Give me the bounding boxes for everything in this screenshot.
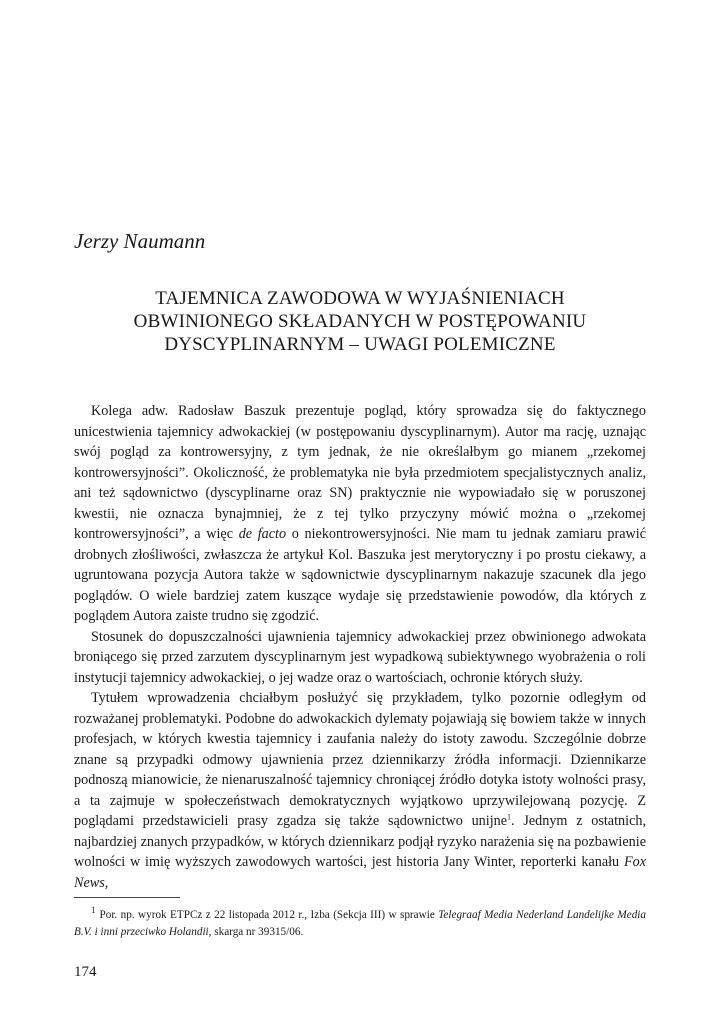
paragraph-3-text-c: , (104, 874, 109, 891)
footnote-mark: 1 (91, 905, 96, 916)
paragraph-1-italic: de facto (238, 526, 287, 542)
footnote-1 (74, 907, 646, 941)
footnote-italic: Telegraaf Media Nederland Landelijke Media B.V. i inni przeciwko Holandii (74, 909, 646, 938)
paragraph-3-text-a: Tytułem wprowadzenia chciałbym posłużyć się przykładem, tylko pozornie odległym od rozważanej problematyki. Podobne do adwokackich dylematy pojawiają się bowiem także w innych profesjach, w których kwestia tajemnicy i zaufania należy do istoty zawodu. Szczególnie dobrze znane są przypadki odmowy ujawnienia przez dziennikarzy źródła informacji. Dziennikarze podnoszą mianowicie, że nienaruszalność tajemnicy chroniącej źródło dotyka istoty wolności prasy, a ta zajmuje w społeczeństwach demokratycznych wyjątkowo uprzywilejowaną pozycję. Z poglądami przedstawicieli prasy zgadza się także sądownictwo unijne (74, 690, 646, 829)
paragraph-3-italic: Fox News (74, 854, 646, 891)
article-body (74, 401, 646, 893)
paragraph-1-text-b: o niekontrowersyjności. Nie mam tu jednak zamiaru prawić drobnych złośliwości, zwłaszcza że artykuł Kol. Baszuka jest merytoryczny i po prostu ciekawy, a ugruntowana pozycja Autora także w sądownictwie dyscyplinarnym nakazuje szacunek dla jego poglądów. O wiele bardziej zatem kuszące wydaje się przedstawienie powodów, dla których z poglądem Autora zaiste trudno się zgodzić. (74, 526, 647, 624)
footnote-separator (74, 897, 180, 898)
article-title (74, 287, 646, 356)
footnote (74, 907, 646, 941)
author-name: Jerzy Naumann (74, 229, 206, 253)
paragraph-3-text-b: . Jednym z ostatnich, najbardziej znanych przypadków, w których dziennikarz podjął ryzyko narażenia się na pozbawienie wolności w imię wyższych zawodowych wartości, jest historia Jany Winter, reporterki kanału (74, 813, 647, 870)
footnote-reference[interactable]: 1 (507, 812, 512, 822)
title-line-1: TAJEMNICA ZAWODOWA W WYJAŚNIENIACH (155, 288, 565, 309)
paragraph-1 (74, 401, 646, 627)
footnote-text-a: Por. np. wyrok ETPCz z 22 listopada 2012 r., Izba (Sekcja III) w sprawie (99, 909, 435, 921)
page-number: 174 (74, 964, 97, 980)
paragraph-3 (74, 688, 646, 893)
paragraph-2: Stosunek do dopuszczalności ujawnienia tajemnicy adwokackiej przez obwinionego adwokata broniącego się przed zarzutem dyscyplinarnym jest wypadkową subiektywnego wyobrażenia o roli instytucji tajemnicy adwokackiej, o jej wadze oraz o wartościach, ochronie których służy. (74, 628, 646, 686)
footnote-text-b: , skarga nr 39315/06. (208, 926, 304, 938)
paragraph-1-text-a: Kolega adw. Radosław Baszuk prezentuje pogląd, który sprowadza się do faktycznego unicestwienia tajemnicy adwokackiej (w postępowaniu dyscyplinarnym). Autor ma rację, uznając swój pogląd za kontrowersyjny, z tym jednak, że nie określałbym go mianem „rzekomej kontrowersyjności”. Okoliczność, że problematyka nie była przedmiotem specjalistycznych analiz, ani też sądownictwo (dyscyplinarne oraz SN) praktycznie nie wypowiadało się w poruszonej kwestii, nie oznacza bynajmniej, że z tej tylko przyczyny mówić można o „rzekomej kontrowersyjności”, a więc (74, 403, 646, 542)
title-line-3: DYSCYPLINARNYM – UWAGI POLEMICZNE (164, 334, 556, 355)
title-line-2: OBWINIONEGO SKŁADANYCH W POSTĘPOWANIU (133, 311, 587, 332)
